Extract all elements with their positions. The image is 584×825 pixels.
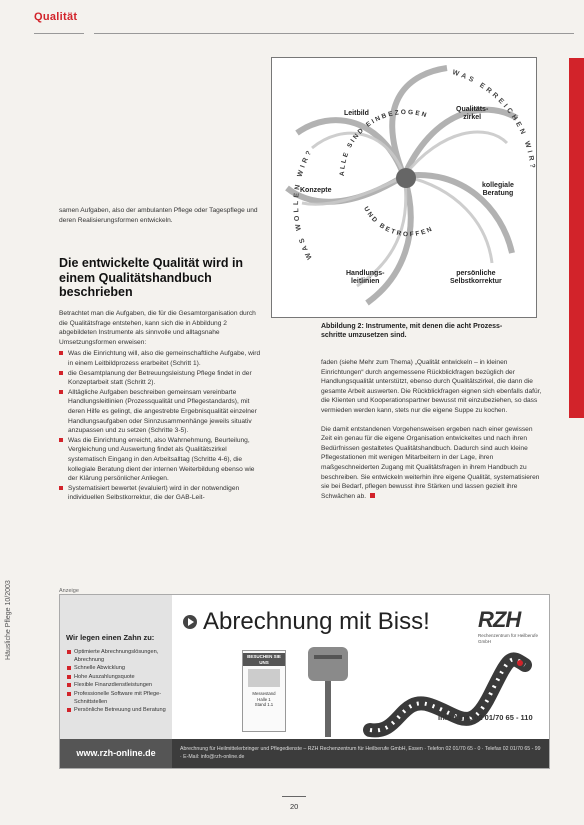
bullet-item: Systematisiert bewertet (evaluiert) wird in der notwendigen individuellen Selbstkorrektur, die der GAB-Leit-: [59, 484, 264, 503]
ad-hotline: Info-Line: 02 01/70 65 - 110: [438, 713, 533, 722]
ad-feature: Flexible Finanzdienstleistungen: [66, 682, 170, 690]
intro-text: samen Aufgaben, also der ambulanten Pflege oder Tagespflege und deren Realisierungsformen entwickeln.: [59, 207, 258, 224]
end-mark-icon: [370, 493, 375, 498]
ad-label: Anzeige: [59, 588, 79, 594]
label-qualitaetszirkel: Qualitäts- zirkel: [456, 106, 489, 121]
intro-paragraph: [59, 206, 264, 225]
advertisement[interactable]: [59, 594, 550, 769]
page-number: 20: [290, 802, 299, 811]
center-hub: [396, 168, 416, 188]
right-paragraph-1: faden (siehe Mehr zum Thema) „Qualität entwickeln – in kleinen Einrichtungen“ durch angemessene Rückblickfragen bezüglich der Handlungsqualität unterstützt, ebenso durch Qualitätszirkel, die dann die gesamte Arbeit auswerten. Die Rückblickfragen eignen sich ebenfalls dafür, die Klienten und Kooperationspartner bewusst mit einzubeziehen, so dass vermieden werden kann, stets nur die eigene Suppe zu kochen.: [321, 359, 542, 414]
mailbox-icon: [300, 637, 360, 737]
label-handlungsleitlinien: Handlungs- leitlinien: [346, 270, 385, 285]
snake-illustration: [360, 635, 540, 745]
section-title: Qualität: [34, 11, 78, 23]
ad-feature: Hohe Auszahlungsquote: [66, 674, 170, 682]
ad-feature: Schnelle Abwicklung: [66, 665, 170, 673]
ad-feature-list: [66, 649, 170, 716]
figure-caption: Abbildung 2: Instrumente, mit denen die acht Prozess- schritte umzusetzen sind.: [321, 323, 503, 340]
fair-badge: [242, 650, 286, 732]
bullet-item: Was die Einrichtung erreicht, also Wahrnehmung, Beurteilung, Vergleichung und Auswertung findet als Qualitätszirkel systematisch Eingang in den Arbeitsalltag (Schritte 4-6), die kollegiale Beratung dient der internen Weiterbildung ebenso wie der Klärung persönlicher Anliegen.: [59, 436, 264, 484]
right-paragraph-2: [321, 425, 543, 502]
ring-text-left-path: WAS WOLLEN WIR?: [293, 147, 315, 261]
ring-text-right-path: WAS ERREICHEN WIR?: [451, 69, 536, 172]
ad-tagline: Wir legen einen Zahn zu:: [66, 633, 155, 642]
fair-badge-title: BESUCHEN SIE UNS: [243, 653, 285, 666]
section-heading: Die entwickelte Qualität wird in einem Qualitätshandbuch beschrieben: [59, 256, 244, 299]
bullet-item: Alltägliche Aufgaben beschreiben gemeinsam vereinbarte Handlungsleitlinien (Prozessqualität und Pflegestandards), mit deren Hilfe es gelingt, die angestrebte Ergebnisqualität einzelner Handlungsaufgaben oder Sinnzusammenhänge jeweils situativ anzupassen und zu setzen (Schritte 3-5).: [59, 388, 264, 436]
journal-citation: Häusliche Pflege 10/2003: [5, 580, 12, 660]
play-icon: [183, 615, 197, 629]
page-number-rule: [282, 796, 306, 797]
label-konzepte: Konzepte: [300, 187, 332, 194]
chapter-tab: [569, 58, 584, 418]
ad-url-link[interactable]: www.rzh-online.de: [60, 739, 172, 768]
fair-badge-text: Messestand Halle 1 Stand 1.1: [252, 691, 276, 707]
process-diagram: [271, 57, 537, 318]
header-rule-long: [94, 33, 574, 34]
label-leitbild: Leitbild: [344, 110, 369, 117]
bullet-list: [59, 349, 264, 503]
fair-logo-icon: [248, 669, 280, 687]
left-column-body: [59, 309, 264, 503]
ad-feature: Persönliche Betreuung und Beratung: [66, 707, 170, 715]
bullet-item: Was die Einrichtung will, also die gemeinschaftliche Aufgabe, wird in einem Leitbildprozess erarbeitet (Schritt 1).: [59, 349, 264, 368]
bullet-item: die Gesamtplanung der Betreuungsleistung Pflege findet in der Konzeptarbeit statt (Schritt 2).: [59, 369, 264, 388]
ad-footer: Abrechnung für Heilmittelerbringer und Pflegedienste – RZH Rechenzentrum für Heilberufe GmbH, Essen · Telefon 02 01/70 65 - 0 · Telefax 02 01/70 65 - 99 · E-Mail: info@rzh-online.de: [172, 739, 549, 768]
rzh-logo-subtitle: Rechenzentrum für Heilberufe GmbH: [478, 633, 539, 644]
inner-text-top-path: ALLE SIND EINBEZOGEN: [338, 108, 430, 177]
left-paragraph: Betrachtet man die Aufgaben, die für die Gesamtorganisation durch die Qualitätsfrage entstehen, kann sich die in Abbildung 2 abgebildeten Instrumente als sinnvolle und alltagsnahe Umsetzungsformen erweisen:: [59, 310, 256, 346]
right-paragraph-2-text: Die damit entstandenen Vorgehensweisen ergeben nach einer gewissen Zeit ein genau für die eigene Organisation entwickeltes und nach ihren Bedürfnissen gestaltetes Qualitätshandbuch. Dadurch sind auch kleine Pflegestationen mit wenigen Mitarbeitern in der Lage, ihren maßgeschneiderten Zugang mit Qualitätsfragen in ihrem Handbuch zu beschreiben. Sie entwickeln weiterhin ihre eigene Qualität, systematisieren sie bei Bedarf, pflegen bewusst ihre Stärken und lassen gezielt ihre Schwächen ab.: [321, 425, 540, 500]
ad-feature: Professionelle Software mit Pflege-Schnittstellen: [66, 691, 170, 706]
ad-headline: Abrechnung mit Biss!: [203, 608, 430, 635]
header-rule: [34, 33, 84, 34]
inner-text-bottom-path: UND BETROFFEN: [362, 205, 435, 239]
right-column-body: [321, 358, 543, 501]
rzh-logo: RZH: [478, 607, 521, 632]
ad-feature: Optimierte Abrechnungslösungen, Abrechnung: [66, 649, 170, 664]
label-selbstkorrektur: persönliche Selbstkorrektur: [450, 270, 502, 285]
label-kollegiale-beratung: kollegiale Beratung: [482, 182, 514, 197]
inner-text-bottom: [362, 206, 435, 239]
